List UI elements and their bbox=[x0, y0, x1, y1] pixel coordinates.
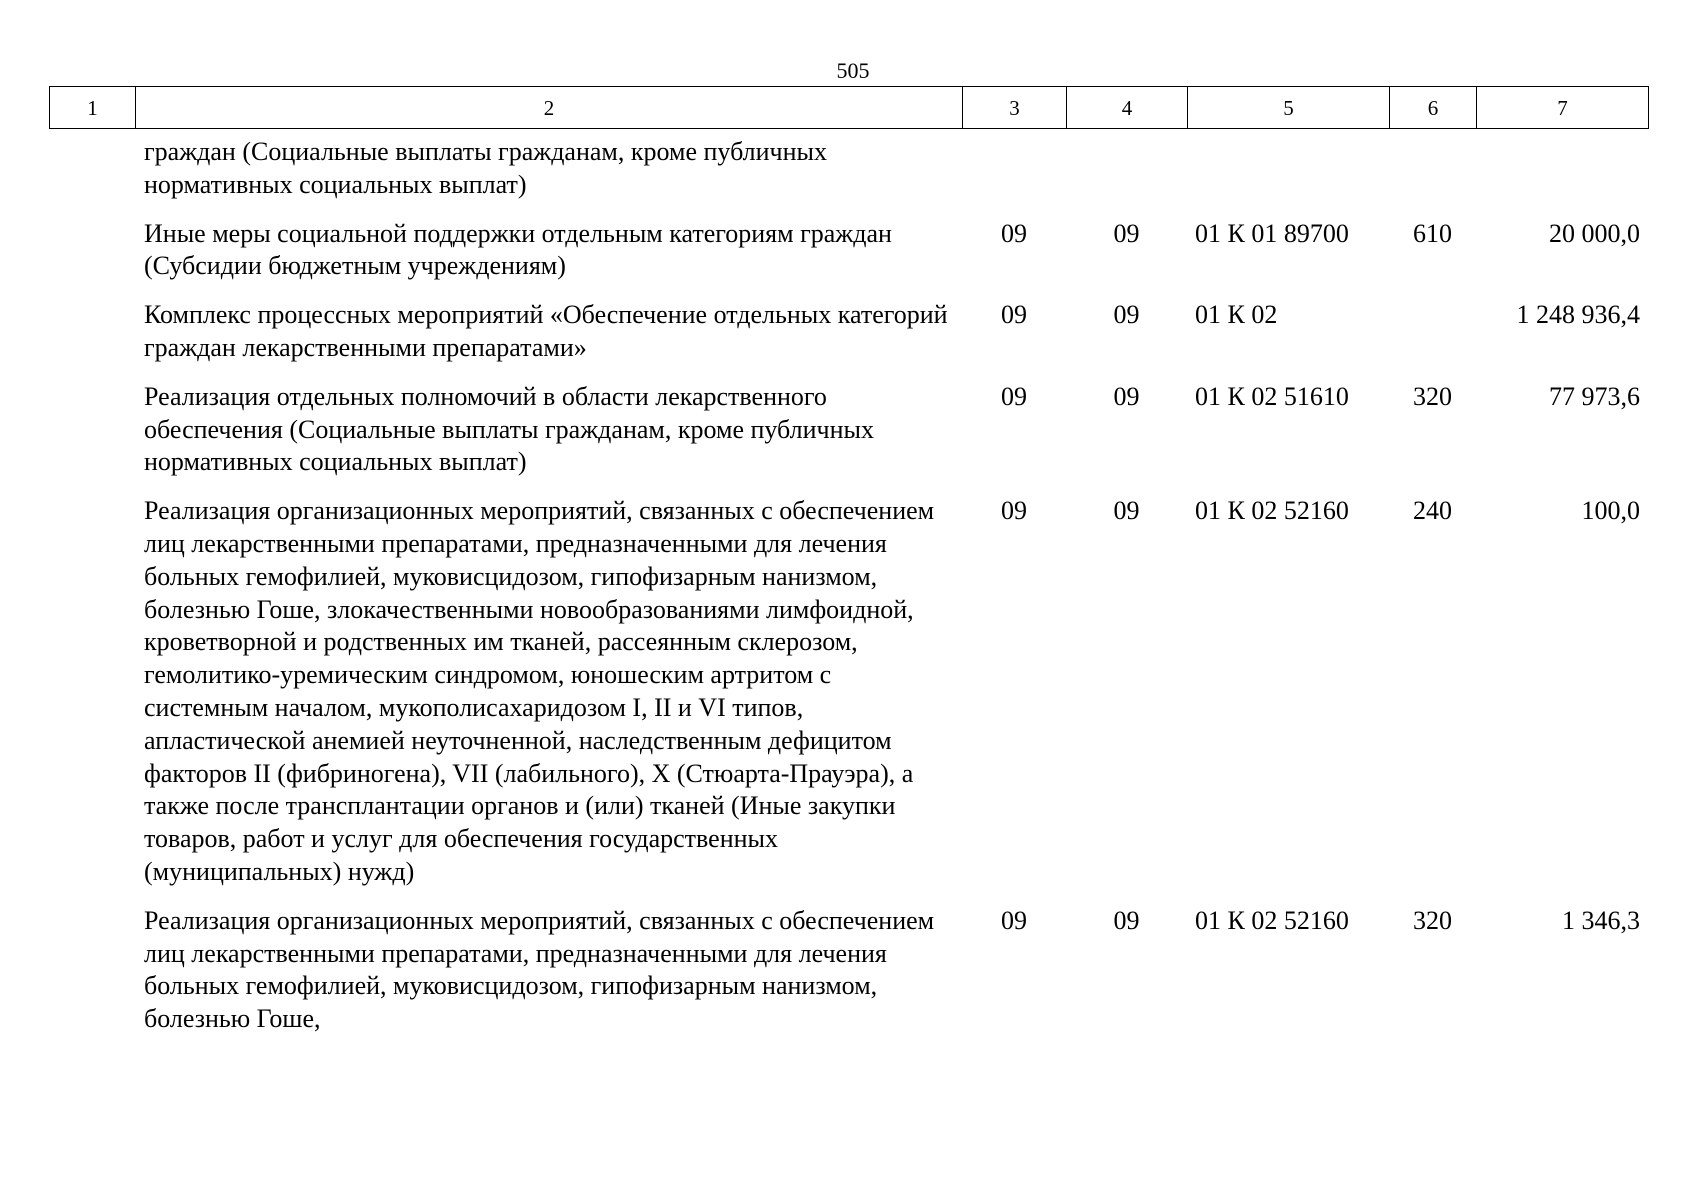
row-target-code: 01 К 01 89700 bbox=[1195, 218, 1349, 248]
column-header: 5 bbox=[1188, 87, 1390, 129]
column-header: 1 bbox=[50, 87, 136, 129]
row-subsection: 09 bbox=[1113, 381, 1140, 411]
row-name: граждан (Социальные выплаты гражданам, кроме публичных нормативных социальных выплат) bbox=[144, 137, 828, 199]
row-subsection: 09 bbox=[1113, 300, 1140, 330]
row-expense-type bbox=[1389, 136, 1476, 218]
row-amount: 20 000,0 bbox=[1549, 218, 1640, 248]
row-amount bbox=[1476, 136, 1648, 218]
table-row bbox=[49, 299, 1648, 381]
row-target-code: 01 К 02 51610 bbox=[1195, 381, 1349, 411]
row-amount: 100,0 bbox=[1581, 496, 1640, 526]
row-amount: 77 973,6 bbox=[1549, 381, 1640, 411]
budget-table bbox=[49, 136, 1648, 1052]
table-row bbox=[49, 381, 1648, 495]
row-target-code bbox=[1187, 136, 1389, 218]
column-header-table bbox=[49, 86, 1649, 129]
column-header: 2 bbox=[136, 87, 963, 129]
row-subsection: 09 bbox=[1113, 496, 1140, 526]
row-section: 09 bbox=[1001, 300, 1027, 330]
row-target-code: 01 К 02 bbox=[1195, 300, 1278, 330]
page-number: 505 bbox=[836, 58, 870, 83]
row-expense-type: 240 bbox=[1413, 496, 1452, 526]
row-target-code: 01 К 02 52160 bbox=[1195, 496, 1349, 526]
row-amount: 1 346,3 bbox=[1562, 905, 1640, 935]
column-header-row bbox=[50, 87, 1649, 129]
row-expense-type: 320 bbox=[1413, 905, 1452, 935]
column-header: 3 bbox=[963, 87, 1067, 129]
column-header: 6 bbox=[1390, 87, 1477, 129]
table-row bbox=[49, 136, 1648, 218]
row-name: Реализация организационных мероприятий, связанных с обеспечением лиц лекарственными препаратами, предназначенными для лечения больных гемофилией, муковисцидозом, гипофизарным нанизмом, болезнью Гоше, bbox=[144, 905, 935, 1034]
column-header: 4 bbox=[1067, 87, 1188, 129]
row-section: 09 bbox=[1001, 496, 1027, 526]
row-expense-type: 610 bbox=[1413, 218, 1452, 248]
row-target-code: 01 К 02 52160 bbox=[1195, 905, 1349, 935]
row-name: Реализация отдельных полномочий в области лекарственного обеспечения (Социальные выплаты гражданам, кроме публичных нормативных социальных выплат) bbox=[144, 381, 874, 477]
row-subsection bbox=[1066, 136, 1187, 218]
row-section: 09 bbox=[1001, 381, 1027, 411]
row-subsection: 09 bbox=[1113, 218, 1140, 248]
row-name: Иные меры социальной поддержки отдельным категориям граждан (Субсидии бюджетным учреждениям) bbox=[144, 218, 892, 281]
column-header: 7 bbox=[1477, 87, 1649, 129]
table-row bbox=[49, 495, 1648, 905]
table-row bbox=[49, 905, 1648, 1052]
row-name: Комплекс процессных мероприятий «Обеспечение отдельных категорий граждан лекарственными препаратами» bbox=[144, 300, 948, 362]
row-name: Реализация организационных мероприятий, связанных с обеспечением лиц лекарственными препаратами, предназначенными для лечения больных гемофилией, муковисцидозом, гипофизарным нанизмом, болезнью Гоше, злокачественными новообразованиями лимфоидной, кроветворной и родственных им тканей, рассеянным склерозом, гемолитико-уремическим синдромом, юношеским артритом с системным началом, мукополисахаридозом I, II и VI типов, апластической анемией неуточненной, наследственным дефицитом факторов II (фибриногена), VII (лабильного), X (Стюарта-Прауэра), а также после трансплантации органов и (или) тканей (Иные закупки товаров, работ и услуг для обеспечения государственных (муниципальных) нужд) bbox=[144, 496, 935, 886]
row-section: 09 bbox=[1001, 905, 1027, 935]
row-amount: 1 248 936,4 bbox=[1516, 300, 1640, 330]
row-subsection: 09 bbox=[1113, 905, 1140, 935]
row-section: 09 bbox=[1001, 218, 1027, 248]
row-expense-type: 320 bbox=[1413, 381, 1452, 411]
row-section bbox=[962, 136, 1066, 218]
table-row bbox=[49, 218, 1648, 300]
row-expense-type bbox=[1389, 299, 1476, 381]
